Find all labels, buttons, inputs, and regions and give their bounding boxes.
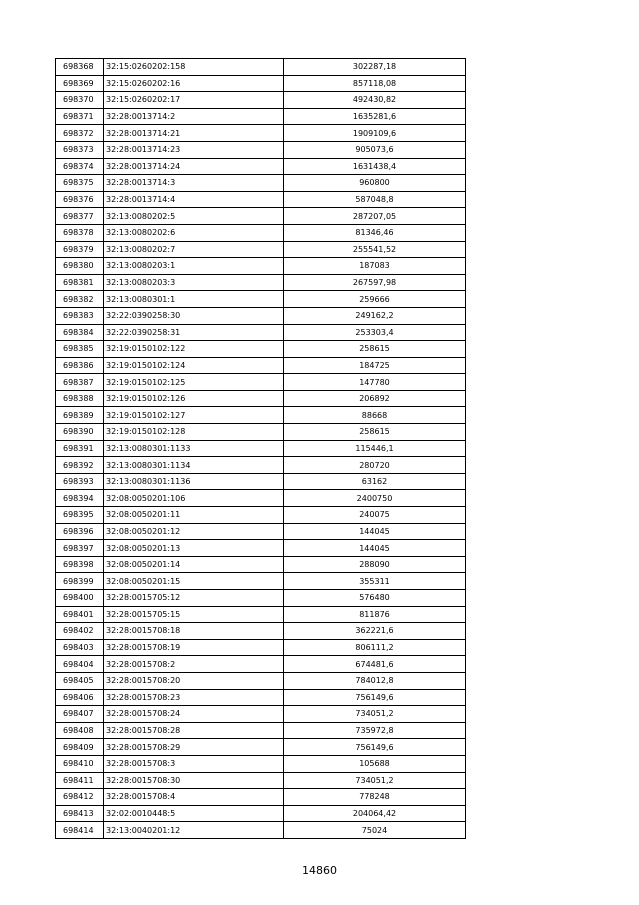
value-cell: 778248 <box>284 789 466 806</box>
table-row <box>56 374 466 391</box>
value-cell: 258615 <box>284 424 466 441</box>
cadastral-number-cell: 32:13:0080202:7 <box>104 241 284 258</box>
row-id-cell: 698412 <box>56 789 104 806</box>
row-id-cell: 698409 <box>56 739 104 756</box>
row-id-cell: 698385 <box>56 341 104 358</box>
cadastral-number-cell: 32:19:0150102:125 <box>104 374 284 391</box>
row-id-cell: 698387 <box>56 374 104 391</box>
cadastral-number-cell: 32:28:0015708:24 <box>104 706 284 723</box>
value-cell: 2400750 <box>284 490 466 507</box>
value-cell: 355311 <box>284 573 466 590</box>
row-id-cell: 698390 <box>56 424 104 441</box>
value-cell: 302287,18 <box>284 59 466 76</box>
value-cell: 587048,8 <box>284 191 466 208</box>
value-cell: 249162,2 <box>284 307 466 324</box>
row-id-cell: 698382 <box>56 291 104 308</box>
row-id-cell: 698389 <box>56 407 104 424</box>
row-id-cell: 698414 <box>56 822 104 839</box>
table-row <box>56 341 466 358</box>
cadastral-number-cell: 32:28:0013714:3 <box>104 175 284 192</box>
cadastral-number-cell: 32:13:0080301:1134 <box>104 457 284 474</box>
value-cell: 144045 <box>284 540 466 557</box>
cadastral-number-cell: 32:28:0013714:23 <box>104 141 284 158</box>
row-id-cell: 698408 <box>56 722 104 739</box>
row-id-cell: 698374 <box>56 158 104 175</box>
value-cell: 287207,05 <box>284 208 466 225</box>
row-id-cell: 698379 <box>56 241 104 258</box>
row-id-cell: 698410 <box>56 755 104 772</box>
value-cell: 734051,2 <box>284 706 466 723</box>
value-cell: 857118,08 <box>284 75 466 92</box>
row-id-cell: 698372 <box>56 125 104 142</box>
cadastral-number-cell: 32:28:0015705:12 <box>104 590 284 607</box>
value-cell: 187083 <box>284 258 466 275</box>
row-id-cell: 698369 <box>56 75 104 92</box>
table-row <box>56 125 466 142</box>
value-cell: 253303,4 <box>284 324 466 341</box>
table-row <box>56 540 466 557</box>
cadastral-number-cell: 32:19:0150102:128 <box>104 424 284 441</box>
cadastral-number-cell: 32:13:0080301:1 <box>104 291 284 308</box>
cadastral-number-cell: 32:08:0050201:12 <box>104 523 284 540</box>
table-row <box>56 407 466 424</box>
table-row <box>56 755 466 772</box>
cadastral-number-cell: 32:08:0050201:14 <box>104 556 284 573</box>
table-row <box>56 507 466 524</box>
row-id-cell: 698404 <box>56 656 104 673</box>
value-cell: 258615 <box>284 341 466 358</box>
cadastral-number-cell: 32:13:0080203:1 <box>104 258 284 275</box>
table-row <box>56 75 466 92</box>
table-row <box>56 141 466 158</box>
value-cell: 88668 <box>284 407 466 424</box>
row-id-cell: 698393 <box>56 473 104 490</box>
table-row <box>56 606 466 623</box>
cadastral-number-cell: 32:28:0015708:19 <box>104 639 284 656</box>
table-row <box>56 324 466 341</box>
cadastral-number-cell: 32:02:0010448:5 <box>104 805 284 822</box>
value-cell: 63162 <box>284 473 466 490</box>
value-cell: 806111,2 <box>284 639 466 656</box>
table-row <box>56 722 466 739</box>
value-cell: 75024 <box>284 822 466 839</box>
row-id-cell: 698400 <box>56 590 104 607</box>
table-row <box>56 822 466 839</box>
value-cell: 81346,46 <box>284 224 466 241</box>
row-id-cell: 698381 <box>56 274 104 291</box>
table-row <box>56 739 466 756</box>
row-id-cell: 698411 <box>56 772 104 789</box>
table-row <box>56 672 466 689</box>
row-id-cell: 698378 <box>56 224 104 241</box>
row-id-cell: 698368 <box>56 59 104 76</box>
cadastral-number-cell: 32:08:0050201:15 <box>104 573 284 590</box>
value-cell: 784012,8 <box>284 672 466 689</box>
value-cell: 288090 <box>284 556 466 573</box>
cadastral-number-cell: 32:28:0013714:4 <box>104 191 284 208</box>
row-id-cell: 698399 <box>56 573 104 590</box>
row-id-cell: 698371 <box>56 108 104 125</box>
value-cell: 206892 <box>284 390 466 407</box>
table-row <box>56 656 466 673</box>
table-row <box>56 490 466 507</box>
row-id-cell: 698377 <box>56 208 104 225</box>
value-cell: 811876 <box>284 606 466 623</box>
value-cell: 1909109,6 <box>284 125 466 142</box>
value-cell: 960800 <box>284 175 466 192</box>
table-row <box>56 92 466 109</box>
table-row <box>56 706 466 723</box>
value-cell: 144045 <box>284 523 466 540</box>
cadastral-number-cell: 32:28:0015708:18 <box>104 623 284 640</box>
row-id-cell: 698380 <box>56 258 104 275</box>
cadastral-number-cell: 32:28:0015708:23 <box>104 689 284 706</box>
cadastral-number-cell: 32:28:0015708:3 <box>104 755 284 772</box>
value-cell: 240075 <box>284 507 466 524</box>
table-row <box>56 440 466 457</box>
cadastral-number-cell: 32:19:0150102:126 <box>104 390 284 407</box>
cadastral-number-cell: 32:28:0015708:20 <box>104 672 284 689</box>
value-cell: 735972,8 <box>284 722 466 739</box>
value-cell: 280720 <box>284 457 466 474</box>
cadastral-number-cell: 32:22:0390258:30 <box>104 307 284 324</box>
table-row <box>56 390 466 407</box>
cadastral-number-cell: 32:28:0015708:4 <box>104 789 284 806</box>
cadastral-number-cell: 32:19:0150102:124 <box>104 357 284 374</box>
row-id-cell: 698375 <box>56 175 104 192</box>
cadastral-number-cell: 32:28:0015708:30 <box>104 772 284 789</box>
cadastral-number-cell: 32:22:0390258:31 <box>104 324 284 341</box>
value-cell: 184725 <box>284 357 466 374</box>
table-row <box>56 208 466 225</box>
table-row <box>56 274 466 291</box>
row-id-cell: 698391 <box>56 440 104 457</box>
row-id-cell: 698406 <box>56 689 104 706</box>
cadastral-number-cell: 32:08:0050201:13 <box>104 540 284 557</box>
row-id-cell: 698398 <box>56 556 104 573</box>
row-id-cell: 698403 <box>56 639 104 656</box>
table-row <box>56 291 466 308</box>
cadastral-number-cell: 32:28:0015708:28 <box>104 722 284 739</box>
table-row <box>56 789 466 806</box>
row-id-cell: 698401 <box>56 606 104 623</box>
row-id-cell: 698396 <box>56 523 104 540</box>
table-row <box>56 689 466 706</box>
row-id-cell: 698413 <box>56 805 104 822</box>
row-id-cell: 698405 <box>56 672 104 689</box>
data-table <box>55 58 466 839</box>
row-id-cell: 698384 <box>56 324 104 341</box>
table-row <box>56 623 466 640</box>
cadastral-number-cell: 32:13:0080202:5 <box>104 208 284 225</box>
cadastral-number-cell: 32:19:0150102:127 <box>104 407 284 424</box>
value-cell: 576480 <box>284 590 466 607</box>
page-number: 14860 <box>302 864 337 877</box>
cadastral-number-cell: 32:28:0013714:2 <box>104 108 284 125</box>
value-cell: 259666 <box>284 291 466 308</box>
cadastral-number-cell: 32:13:0080301:1133 <box>104 440 284 457</box>
cadastral-number-cell: 32:08:0050201:11 <box>104 507 284 524</box>
row-id-cell: 698395 <box>56 507 104 524</box>
table-row <box>56 523 466 540</box>
value-cell: 362221,6 <box>284 623 466 640</box>
table-row <box>56 556 466 573</box>
value-cell: 105688 <box>284 755 466 772</box>
value-cell: 734051,2 <box>284 772 466 789</box>
table-row <box>56 258 466 275</box>
table-row <box>56 175 466 192</box>
cadastral-number-cell: 32:15:0260202:158 <box>104 59 284 76</box>
table-row <box>56 241 466 258</box>
value-cell: 147780 <box>284 374 466 391</box>
value-cell: 756149,6 <box>284 739 466 756</box>
row-id-cell: 698383 <box>56 307 104 324</box>
row-id-cell: 698370 <box>56 92 104 109</box>
value-cell: 267597,98 <box>284 274 466 291</box>
table-row <box>56 473 466 490</box>
row-id-cell: 698386 <box>56 357 104 374</box>
value-cell: 1635281,6 <box>284 108 466 125</box>
table-row <box>56 191 466 208</box>
cadastral-number-cell: 32:28:0015705:15 <box>104 606 284 623</box>
row-id-cell: 698388 <box>56 390 104 407</box>
table-row <box>56 590 466 607</box>
row-id-cell: 698397 <box>56 540 104 557</box>
table-row <box>56 772 466 789</box>
row-id-cell: 698392 <box>56 457 104 474</box>
table-body <box>56 59 466 839</box>
table-row <box>56 158 466 175</box>
cadastral-number-cell: 32:28:0015708:2 <box>104 656 284 673</box>
value-cell: 905073,6 <box>284 141 466 158</box>
cadastral-number-cell: 32:28:0015708:29 <box>104 739 284 756</box>
row-id-cell: 698407 <box>56 706 104 723</box>
table-row <box>56 307 466 324</box>
cadastral-number-cell: 32:13:0080202:6 <box>104 224 284 241</box>
row-id-cell: 698373 <box>56 141 104 158</box>
cadastral-number-cell: 32:13:0040201:12 <box>104 822 284 839</box>
value-cell: 674481,6 <box>284 656 466 673</box>
row-id-cell: 698394 <box>56 490 104 507</box>
table-row <box>56 224 466 241</box>
table-row <box>56 457 466 474</box>
table-row <box>56 424 466 441</box>
cadastral-number-cell: 32:15:0260202:17 <box>104 92 284 109</box>
cadastral-number-cell: 32:19:0150102:122 <box>104 341 284 358</box>
cadastral-number-cell: 32:28:0013714:21 <box>104 125 284 142</box>
value-cell: 115446,1 <box>284 440 466 457</box>
cadastral-number-cell: 32:15:0260202:16 <box>104 75 284 92</box>
table-row <box>56 805 466 822</box>
table-row <box>56 357 466 374</box>
row-id-cell: 698402 <box>56 623 104 640</box>
value-cell: 492430,82 <box>284 92 466 109</box>
table-row <box>56 573 466 590</box>
cadastral-number-cell: 32:13:0080203:3 <box>104 274 284 291</box>
table-row <box>56 108 466 125</box>
value-cell: 204064,42 <box>284 805 466 822</box>
value-cell: 255541,52 <box>284 241 466 258</box>
value-cell: 1631438,4 <box>284 158 466 175</box>
table-row <box>56 59 466 76</box>
cadastral-number-cell: 32:28:0013714:24 <box>104 158 284 175</box>
table-row <box>56 639 466 656</box>
value-cell: 756149,6 <box>284 689 466 706</box>
cadastral-number-cell: 32:13:0080301:1136 <box>104 473 284 490</box>
row-id-cell: 698376 <box>56 191 104 208</box>
cadastral-number-cell: 32:08:0050201:106 <box>104 490 284 507</box>
